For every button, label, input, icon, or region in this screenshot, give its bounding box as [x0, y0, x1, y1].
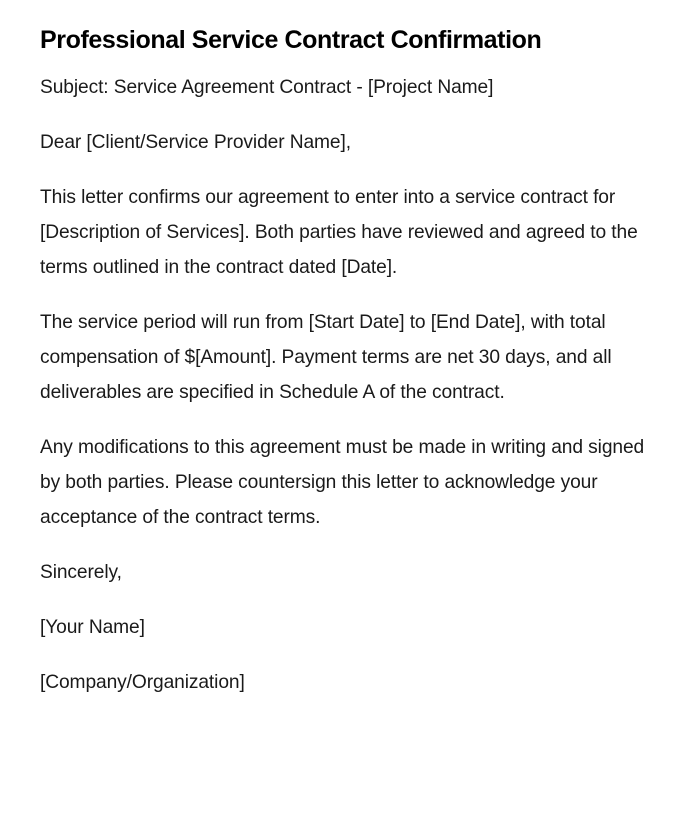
document-title: Professional Service Contract Confirmation: [40, 26, 542, 54]
subject-line: Subject: Service Agreement Contract - [Project Name]: [40, 77, 494, 98]
salutation: Dear [Client/Service Provider Name],: [40, 132, 351, 153]
closing: Sincerely,: [40, 562, 122, 583]
body-paragraph-terms: The service period will run from [Start Date] to [End Date], with total compensation of $[Amount]. Payment terms are net 30 days, and all deliverables are specified in Schedule A of the contract.: [40, 312, 612, 403]
body-paragraph-modifications: Any modifications to this agreement must be made in writing and signed by both parties. Please countersign this letter to acknowledge your acceptance of the contract terms.: [40, 437, 645, 528]
signature-company: [Company/Organization]: [40, 672, 245, 693]
body-paragraph-confirmation: This letter confirms our agreement to enter into a service contract for [Description of Services]. Both parties have reviewed and agreed to the terms outlined in the contract dated [Date].: [40, 187, 638, 278]
signature-name: [Your Name]: [40, 617, 145, 638]
